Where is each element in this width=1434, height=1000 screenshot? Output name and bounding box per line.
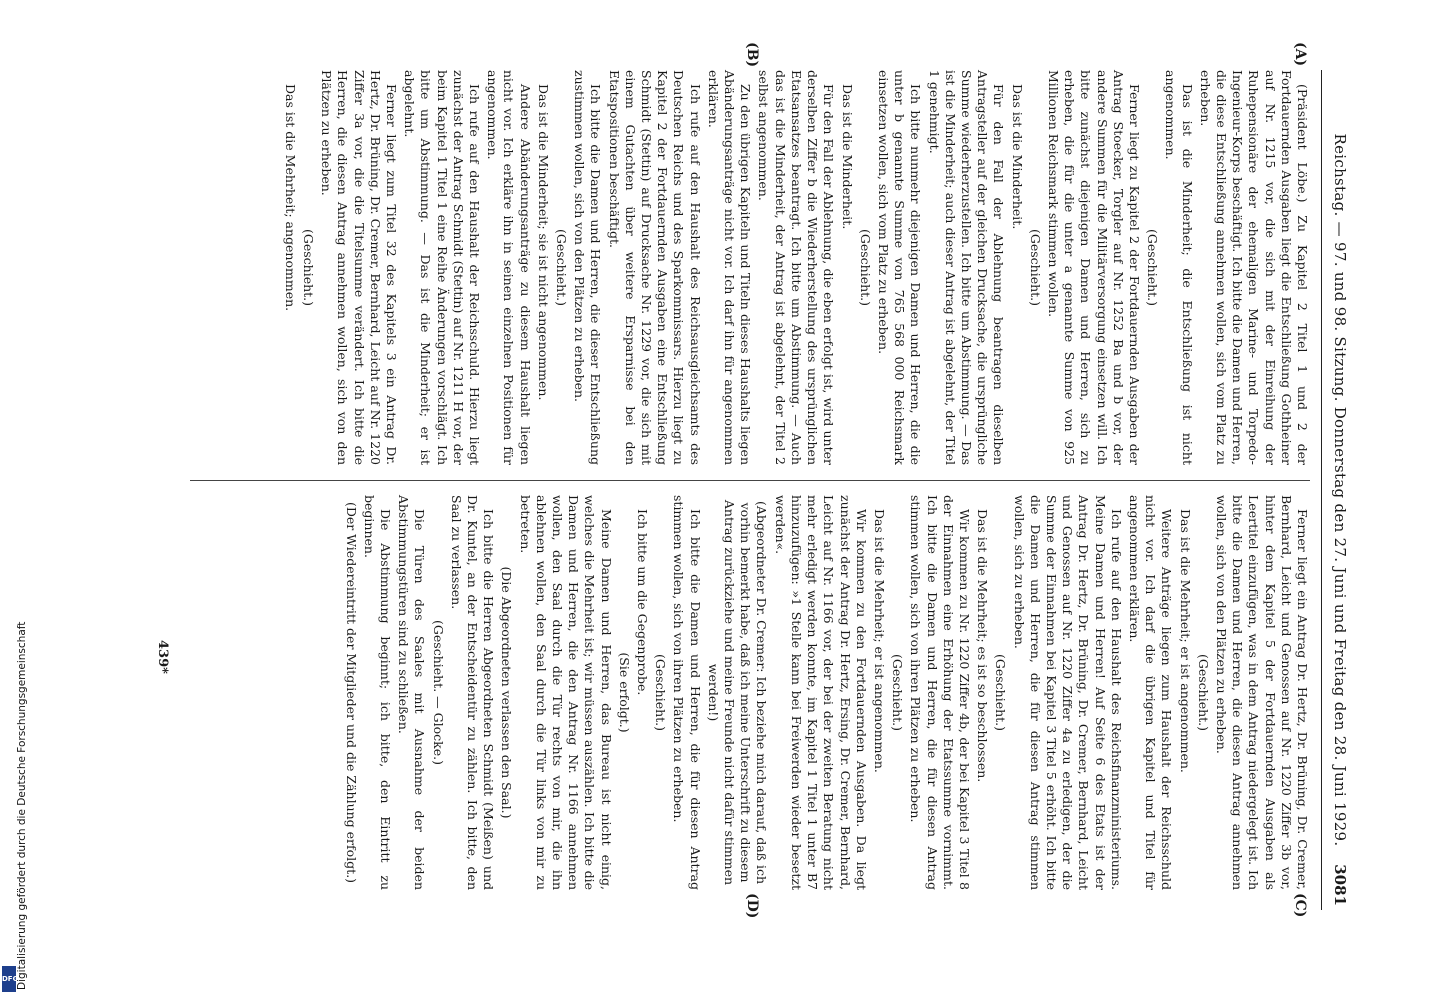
paragraph: Weitere Anträge liegen zum Haushalt der Reichsschuld nicht vor. Ich darf die übrigen Kapitel und Titel für angenommen erklären. [1126,495,1175,890]
paragraph: Ich bitte die Herren Abgeordneten Schmidt (Meißen) und Dr. Kuntel, an der Entscheidentür zu zählen. Ich bitte, den Saal zu verlassen. [448,495,497,890]
paragraph: Das ist die Minderheit. [839,84,855,230]
paragraph: Das ist die Mehrheit; angenommen. [282,84,298,312]
page-number: 3081 [1331,864,1349,906]
paragraph: Zu den übrigen Kapiteln und Titeln dieses Haushalts liegen Abänderungsanträge nicht vor. Ich darf ihn für angenommen erklären. [705,70,754,465]
stage-direction: (Die Abgeordneten verlassen den Saal.) [499,566,515,819]
header-rule [1321,70,1322,910]
digitization-credit-text: Digitalisierung gefördert durch die Deutsche Forschungsgemeinschaft [16,621,28,990]
paragraph: Ferner liegt ein Antrag Dr. Hertz, Dr. Brüning, Dr. Cremer, Bernhard, Leicht und Genossen auf Nr. 1220 Ziffer 3b vor, hinter dem Kapitel 5 der Fortdauernden Ausgaben als Leertitel einzufügen, was in dem Antrag niedergelegt ist. Ich bitte die Damen und Herren, die diesen Antrag annehmen wollen, sich von den Plätzen zu erheben. [1213,495,1310,890]
paragraph: Andere Abänderungsanträge zu diesem Haushalt liegen nicht vor. Ich erkläre ihn in seinen einzelnen Positionen für angenommen. [485,70,533,465]
digitization-credit [0,0,28,1000]
stage-direction: (Geschieht.) [301,228,317,307]
stage-direction: (Geschieht.) [890,653,906,732]
paragraph: Das ist die Mehrheit; es ist so beschlossen. [975,509,991,783]
paragraph: Ich bitte die Damen und Herren, die für diesen Antrag stimmen wollen, sich von ihren Plätzen zu erheben. [671,495,703,890]
paragraph: Die Türen des Saales mit Ausnahme der beiden Abstimmungstüren sind zu schließen. [396,495,428,890]
paragraph: Ferner liegt zu Kapitel 2 der Fortdauernden Ausgaben der Antrag Stoecker, Torgler auf Nr. 1252 Ba und b vor, der andere Summen für die Militärversorgung einsetzen will. Ich bitte zunächst diejenigen Damen und Herren, sich zu erheben, die für die unter a genannte Summe von 925 Millionen Reichsmark stimmen wollen. [1045,70,1142,465]
margin-marker-c: (C) [1292,893,1308,918]
margin-marker-d: (D) [744,893,760,919]
stage-direction: (Der Wiedereintritt der Mitglieder und die Zählung erfolgt.) [343,501,359,884]
paragraph: Das ist die Minderheit. [1009,84,1025,230]
page-header-title: Reichstag. — 97. und 98. Sitzung. Donnerstag den 27. Juni und Freitag den 28. Juni 1929. [1331,133,1349,847]
paragraph: Das ist die Mehrheit; er ist angenommen. [1177,509,1193,773]
right-column [340,495,1310,890]
stage-direction: (Geschieht. — Glocke.) [430,620,446,765]
paragraph: Ich rufe auf den Haushalt des Reichsfinanzministeriums. Meine Damen und Herren! Auf Seite 6 des Etats ist der Antrag Dr. Hertz, Dr. Brüning, Dr. Cremer, Bernhard, Leicht und Genossen auf Nr. 1220 Ziffer 4a zu erledigen, der die Summe der Einnahmen bei Kapitel 3 Titel 5 erhöht. Ich bitte die Damen und Herren, die für diesen Antrag stimmen wollen, sich zu erheben. [1011,495,1124,890]
paragraph: Ich bitte die Damen und Herren, die dieser Entschließung zustimmen wollen, sich von den Plätzen zu erheben. [572,70,604,465]
margin-marker-b: (B) [744,42,760,68]
paragraph: Das ist die Minderheit; die Entschließung ist nicht angenommen. [1163,70,1195,465]
dfg-logo-icon: DFG [2,966,16,992]
stage-direction: (Geschieht.) [993,653,1009,732]
paragraph: (Präsident Löbe.) Zu Kapitel 2 Titel 1 und 2 der Fortdauernden Ausgaben liegt die Entschließung Gothheiner auf Nr. 1215 vor, die sich mit der Einreihung der Ruhepensionäre der ehemaligen Marine- und Torpedo-Ingenieur-Korps beschäftigt. Ich bitte die Damen und Herren, die diese Entschließung annehmen wollen, sich vom Platz zu erheben. [1197,70,1310,465]
paragraph: Ich bitte nunmehr diejenigen Damen und Herren, die die unter b genannte Summe von 765 568 000 Reichsmark einsetzen wollen, sich vom Platz zu erheben. [875,70,924,465]
column-divider [190,480,1310,481]
paragraph: Das ist die Minderheit; sie ist nicht angenommen. [535,84,551,401]
stage-direction: (Geschieht.) [1195,653,1211,732]
stage-direction: (Sie erfolgt.) [616,652,632,733]
left-column [280,70,1310,465]
paragraph: Für den Fall der Ablehnung beantragen dieselben Antragsteller auf der gleichen Drucksache, die ursprüngliche Summe wiederherzustellen. Ich bitte um Abstimmung. — Das ist die Minderheit; auch dieser Antrag ist abgelehnt, der Titel 1 genehmigt. [926,70,1007,465]
paragraph: Für den Fall der Ablehnung, die eben erfolgt ist, wird unter derselben Ziffer b die Wiederherstellung des ursprünglichen Etatsansatzes beantragt. Ich bitte um Abstimmung. — Auch das ist die Minderheit, der Antrag ist abgelehnt, der Titel 2 selbst angenommen. [756,70,837,465]
paragraph: Wir kommen zu den Fortdauernden Ausgaben. Da liegt zunächst der Antrag Dr. Hertz, Ersing, Dr. Cremer, Bernhard, Leicht auf Nr. 1166 vor, der bei der zweiten Beratung nicht mehr erledigt werden konnte, im Kapitel 1 Titel 1 unter B7 hinzuzufügen: »1 Stelle kann bei Freiwerden wieder besetzt werden«. [772,495,869,890]
paragraph: Das ist die Mehrheit; er ist angenommen. [871,509,887,773]
paragraph: Meine Damen und Herren, das Bureau ist nicht einig, welches die Mehrheit ist; wir müssen auszählen. Ich bitte die Damen und Herren, die den Antrag Nr. 1166 annehmen wollen, den Saal durch die Tür rechts von mir, die ihn ablehnen wollen, den Saal durch die Tür links von mir zu betreten. [517,495,614,890]
stage-direction: (Geschieht.) [857,228,873,307]
paragraph: Die Abstimmung beginnt; ich bitte, den Eintritt zu beginnen. [361,495,394,890]
paragraph: Ich rufe auf den Haushalt der Reichsschuld. Hierzu liegt zunächst der Antrag Schmidt (Stettin) auf Nr. 1211 H vor, der beim Kapitel 1 Titel 1 eine Reihe Änderungen vorschlägt. Ich bitte um Abstimmung. — Das ist die Minderheit; er ist abgelehnt. [402,70,483,465]
stage-direction: (Abgeordneter Dr. Cremer: Ich beziehe mich darauf, daß ich vorhin bemerkt habe, daß ich meine Unterschrift zu diesem Antrag zurückziehe und meine Freunde nicht dafür stimmen werden!) [705,499,770,886]
paragraph: Ich rufe auf den Haushalt des Reichsausgleichsamts des Deutschen Reichs und des Sparkommissars. Hierzu liegt zu Kapitel 2 der Fortdauernden Ausgaben eine Entschließung Schmidt (Stettin) auf Drucksache Nr. 1229 vor, die sich mit einem Gutachten über weitere Ersparnisse bei den Etatspositionen beschäftigt. [606,70,703,465]
document-page [150,40,1360,920]
signature-mark: 439* [155,640,170,674]
stage-direction: (Geschieht.) [653,653,669,732]
stage-direction: (Geschieht.) [1145,228,1161,307]
stage-direction: (Geschieht.) [554,228,570,307]
paragraph: Ich bitte um die Gegenprobe. [635,509,651,696]
margin-marker-a: (A) [1292,42,1308,67]
stage-direction: (Geschieht.) [1027,228,1043,307]
paragraph: Wir kommen zu Nr. 1220 Ziffer 4b, der bei Kapitel 3 Titel 8 der Einnahmen eine Erhöhung der Etatssumme vornimmt. Ich bitte die Damen und Herren, die für diesen Antrag stimmen wollen, sich von ihren Plätzen zu erheben. [908,495,972,890]
paragraph: Ferner liegt zum Titel 32 des Kapitels 3 ein Antrag Dr. Hertz, Dr. Brüning, Dr. Cremer, Bernhard, Leicht auf Nr. 1220 Ziffer 3a vor, die die Titelsumme verändert. Ich bitte die Herren, die diesen Antrag annehmen wollen, sich von den Plätzen zu erheben. [319,70,400,465]
